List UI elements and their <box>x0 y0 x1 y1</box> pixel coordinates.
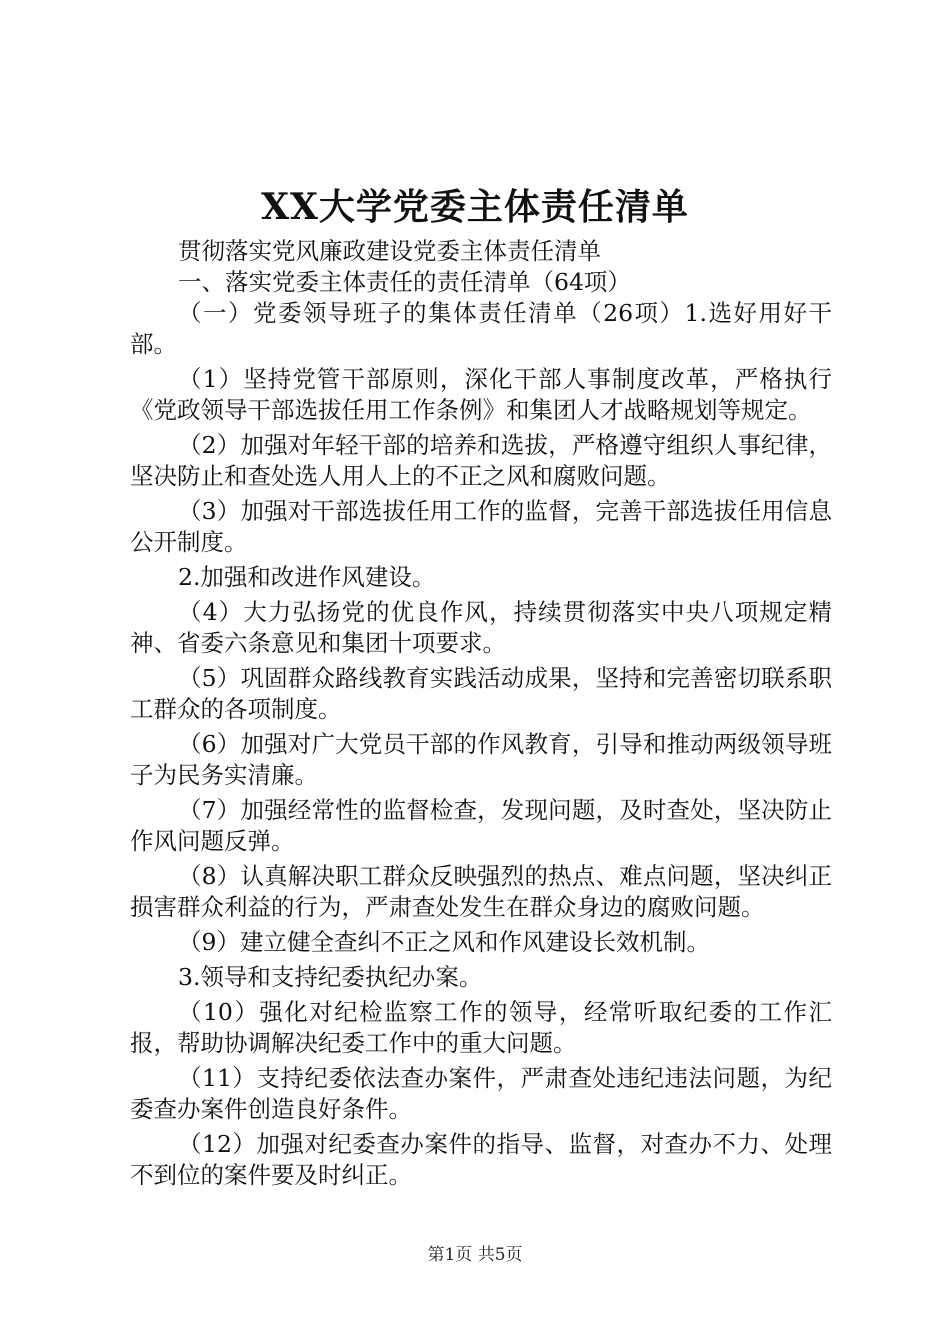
paragraph-item-10: （10）强化对纪检监察工作的领导，经常听取纪委的工作汇报，帮助协调解决纪委工作中的重大问题。 <box>130 998 832 1057</box>
paragraph-item-8: （8）认真解决职工群众反映强烈的热点、难点问题，坚决纠正损害群众利益的行为，严肃查处发生在群众身边的腐败问题。 <box>130 862 832 921</box>
paragraph-subtitle: 贯彻落实党风廉政建设党委主体责任清单 <box>178 237 601 265</box>
document-title: XX大学党委主体责任清单 <box>261 186 689 228</box>
page-footer: 第1页 共5页 <box>427 1245 523 1265</box>
paragraph-item-4: （4）大力弘扬党的优良作风，持续贯彻落实中央八项规定精神、省委六条意见和集团十项要求。 <box>130 598 832 657</box>
paragraph-item-12: （12）加强对纪委查办案件的指导、监督，对查办不力、处理不到位的案件要及时纠正。 <box>130 1130 832 1189</box>
paragraph-item-5: （5）巩固群众路线教育实践活动成果，坚持和完善密切联系职工群众的各项制度。 <box>130 664 832 723</box>
paragraph-item-9: （9）建立健全查纠不正之风和作风建设长效机制。 <box>178 928 710 956</box>
paragraph-section-1: 一、落实党委主体责任的责任清单（64项） <box>178 268 631 296</box>
paragraph-heading-2: 2.加强和改进作风建设。 <box>178 563 436 591</box>
paragraph-heading-3: 3.领导和支持纪委执纪办案。 <box>178 963 483 991</box>
document-body <box>130 236 832 1191</box>
paragraph-subsection-1: （一）党委领导班子的集体责任清单（26项）1.选好用好干部。 <box>130 299 832 358</box>
paragraph-item-11: （11）支持纪委依法查办案件，严肃查处违纪违法问题，为纪委查办案件创造良好条件。 <box>130 1064 832 1123</box>
paragraph-item-7: （7）加强经常性的监督检查，发现问题，及时查处，坚决防止作风问题反弹。 <box>130 796 832 855</box>
paragraph-item-6: （6）加强对广大党员干部的作风教育，引导和推动两级领导班子为民务实清廉。 <box>130 730 832 789</box>
paragraph-item-2: （2）加强对年轻干部的培养和选拔，严格遵守组织人事纪律，坚决防止和查处选人用人上的不正之风和腐败问题。 <box>130 431 832 490</box>
paragraph-item-1: （1）坚持党管干部原则，深化干部人事制度改革，严格执行《党政领导干部选拔任用工作条例》和集团人才战略规划等规定。 <box>130 365 832 424</box>
paragraph-item-3: （3）加强对干部选拔任用工作的监督，完善干部选拔任用信息公开制度。 <box>130 497 832 556</box>
